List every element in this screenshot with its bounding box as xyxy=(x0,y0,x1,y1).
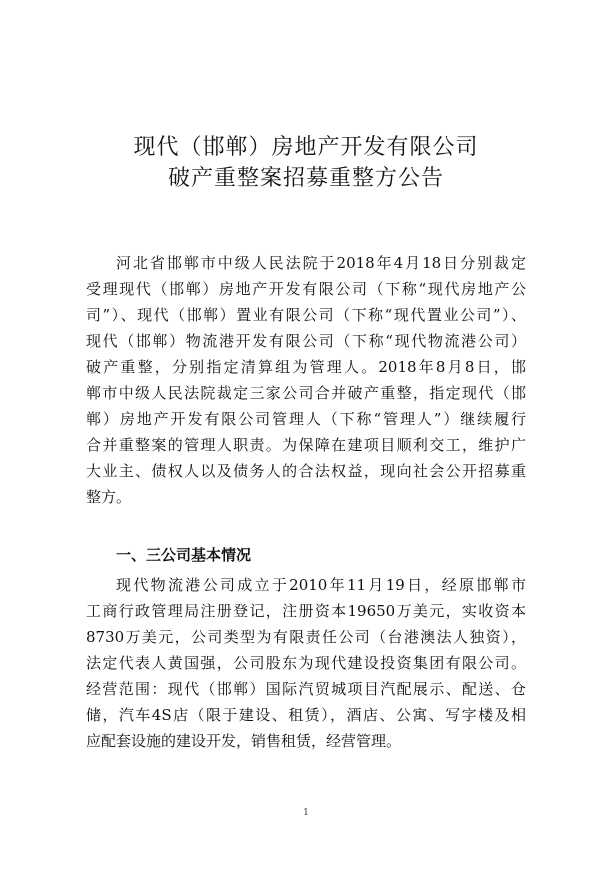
paragraph-line: 河北省邯郸市中级人民法院于2018年4月18日分别裁定 xyxy=(116,254,526,272)
paragraph-line: 合并重整案的管理人职责。为保障在建项目顺利交工，维护广 xyxy=(86,436,526,454)
paragraph-line: 郸市中级人民法院裁定三家公司合并破产重整，指定现代（邯 xyxy=(86,384,526,402)
paragraph-line: 司”）、现代（邯郸）置业有限公司（下称“现代置业公司”）、 xyxy=(86,306,526,324)
paragraph-line: 受理现代（邯郸）房地产开发有限公司（下称“现代房地产公 xyxy=(86,280,526,298)
paragraph-line: 经营范围：现代（邯郸）国际汽贸城项目汽配展示、配送、仓 xyxy=(86,680,526,698)
paragraph-line: 现代物流港公司成立于2010年11月19日，经原邯郸市 xyxy=(116,576,526,594)
page-number: 1 xyxy=(303,808,309,818)
document-title-line1: 现代（邯郸）房地产开发有限公司 xyxy=(133,135,479,160)
paragraph-line: 现代（邯郸）物流港开发有限公司（下称“现代物流港公司） xyxy=(86,332,526,350)
document-title-line2: 破产重整案招募重整方公告 xyxy=(167,166,444,191)
paragraph-line: 破产重整，分别指定清算组为管理人。2018年8月8日，邯 xyxy=(86,358,526,376)
paragraph-line: 法定代表人黄国强，公司股东为现代建设投资集团有限公司。 xyxy=(86,654,526,672)
paragraph-line: 郸）房地产开发有限公司管理人（下称“管理人”）继续履行 xyxy=(86,410,526,428)
section-heading: 一、三公司基本情况 xyxy=(116,546,252,564)
paragraph-line: 整方。 xyxy=(86,488,132,506)
paragraph-line: 工商行政管理局注册登记，注册资本19650万美元，实收资本 xyxy=(86,602,526,620)
paragraph-line: 应配套设施的建设开发，销售租赁，经营管理。 xyxy=(86,732,402,750)
paragraph-line: 储，汽车4S店（限于建设、租赁），酒店、公寓、写字楼及相 xyxy=(86,706,526,724)
paragraph-line: 大业主、债权人以及债务人的合法权益，现向社会公开招募重 xyxy=(86,462,526,480)
paragraph-line: 8730万美元，公司类型为有限责任公司（台港澳法人独资）， xyxy=(86,628,526,646)
